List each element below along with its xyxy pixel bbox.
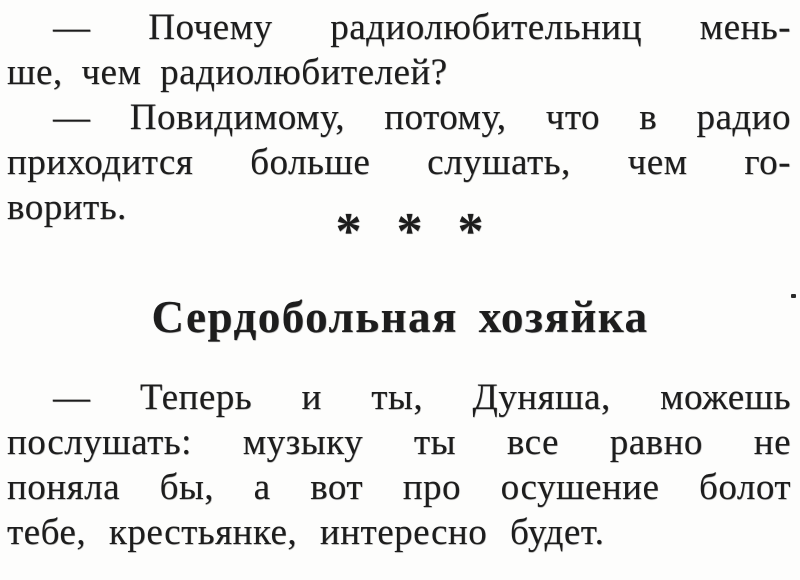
text-line: — Повидимому, потому, что в радио <box>53 97 791 138</box>
text-line: тебе, крестьянке, интересно будет. <box>7 512 605 553</box>
text-line: ше, чем радиолюбителей? <box>7 52 448 93</box>
scan-artifact-speck <box>791 294 796 298</box>
joke-paragraph-radio <box>7 5 791 95</box>
asterisk-section-separator: * * * <box>335 203 485 260</box>
text-line: — Теперь и ты, Дуняша, можешь <box>53 377 791 418</box>
text-line: поняла бы, а вот про осушение болот <box>7 467 791 508</box>
text-line: послушать: музыку ты все равно не <box>7 422 791 463</box>
text-line: — Почему радиолюбительниц мень- <box>53 7 791 48</box>
section-heading: Сердобольная хозяйка <box>151 292 649 342</box>
text-line: ворить. <box>7 187 127 228</box>
text-line: приходится больше слушать, чем го- <box>7 142 791 183</box>
joke-paragraph-hostess <box>7 375 791 555</box>
